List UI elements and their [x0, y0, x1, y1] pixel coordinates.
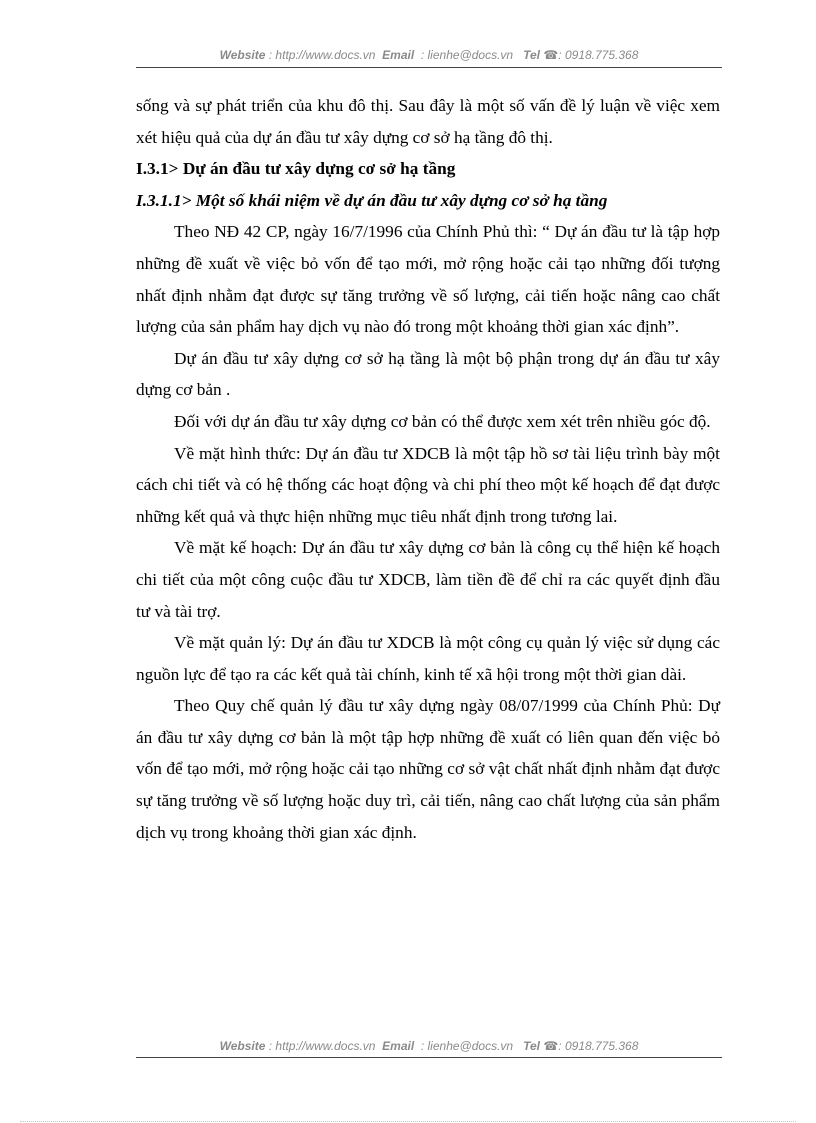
paragraph-form: Về mặt hình thức: Dự án đầu tư XDCB là một tập hồ sơ tài liệu trình bày một cách chi tiết và có hệ thống các hoạt động và chi phí theo một kế hoạch để đạt được những kết quả và thực hiện những mục tiêu nhất định trong tương lai. [136, 443, 720, 526]
paragraph-regulation: Theo Quy chế quản lý đầu tư xây dựng ngày 08/07/1999 của Chính Phủ: Dự án đầu tư xây dựng cơ bản là một tập hợp những đề xuất có liên quan đến việc bỏ vốn để tạo mới, mở rộng hoặc cải tạo những cơ sở vật chất nhất định nhằm đạt được sự tăng trưởng về số lượng hoặc duy trì, cải tiến, nâng cao chất lượng của sản phẩm dịch vụ trong khoảng thời gian xác định. [136, 696, 720, 842]
subsection-heading: I.3.1.1> Một số khái niệm về dự án đầu tư xây dựng cơ sở hạ tầng [136, 190, 608, 210]
tel-label: Tel [523, 1039, 540, 1053]
paragraph-planning: Về mặt kế hoạch: Dự án đầu tư xây dựng cơ bản là công cụ thể hiện kế hoạch chi tiết của một công cuộc đầu tư XDCB, làm tiền đề để chỉ ra các quyết định đầu tư và tài trợ. [136, 538, 720, 621]
page-footer [136, 1039, 722, 1053]
email-value: : lienhe@docs.vn [420, 48, 514, 62]
page-header [136, 48, 722, 62]
email-label: Email [382, 48, 415, 62]
email-value: : lienhe@docs.vn [420, 1039, 514, 1053]
paragraph-intro: sống và sự phát triển của khu đô thị. Sau đây là một số vấn đề lý luận về việc xem xét hiệu quả của dự án đầu tư xây dựng cơ sở hạ tầng đô thị. [136, 96, 720, 147]
tel-value: : 0918.775.368 [558, 1039, 639, 1053]
website-label: Website [219, 48, 266, 62]
email-label: Email [382, 1039, 415, 1053]
paragraph-infrastructure: Dự án đầu tư xây dựng cơ sở hạ tầng là một bộ phận trong dự án đầu tư xây dựng cơ bản . [136, 348, 720, 400]
website-label: Website [219, 1039, 266, 1053]
website-value: : http://www.docs.vn [268, 1039, 376, 1053]
paragraph-perspectives: Đối với dự án đầu tư xây dựng cơ bản có thể được xem xét trên nhiều góc độ. [174, 411, 711, 431]
paragraph-management: Về mặt quản lý: Dự án đầu tư XDCB là một công cụ quản lý việc sử dụng các nguồn lực để tạo ra các kết quả tài chính, kinh tế xã hội trong một thời gian dài. [136, 633, 720, 684]
document-body [136, 90, 720, 848]
phone-icon: ☎ [543, 48, 559, 62]
website-value: : http://www.docs.vn [268, 48, 376, 62]
section-heading: I.3.1> Dự án đầu tư xây dựng cơ sở hạ tầng [136, 159, 456, 179]
phone-icon: ☎ [543, 1039, 559, 1053]
page-edge-divider [20, 1121, 796, 1122]
tel-value: : 0918.775.368 [558, 48, 639, 62]
tel-label: Tel [523, 48, 540, 62]
footer-rule [136, 1057, 722, 1058]
paragraph-definition-nd42: Theo NĐ 42 CP, ngày 16/7/1996 của Chính Phủ thì: “ Dự án đầu tư là tập hợp những đề xuất về việc bỏ vốn để tạo mới, mở rộng hoặc cải tạo những đối tượng nhất định nhằm đạt được sự tăng trưởng về số lượng, cải tiến hoặc nâng cao chất lượng của sản phẩm hay dịch vụ nào đó trong một khoảng thời gian xác định”. [136, 222, 720, 337]
header-rule [136, 67, 722, 68]
